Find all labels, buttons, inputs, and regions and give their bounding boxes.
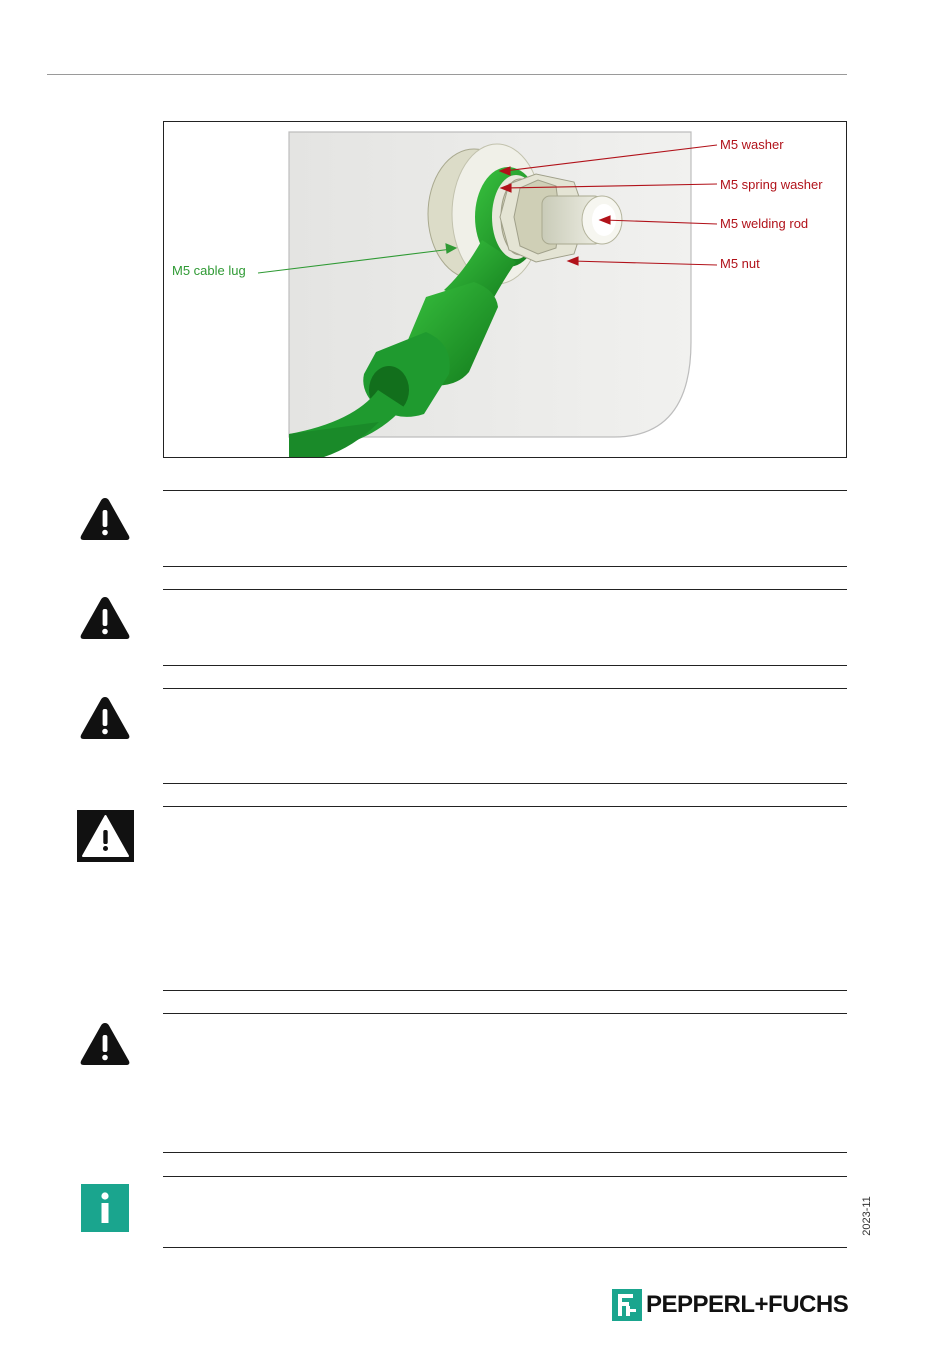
grounding-illustration: [164, 122, 846, 457]
notice-1-top-rule: [163, 490, 847, 491]
warning-triangle-icon: [79, 1020, 131, 1068]
warning-triangle-icon: [79, 694, 131, 742]
label-m5-washer: M5 washer: [720, 137, 784, 152]
side-date: 2023-11: [861, 1196, 873, 1236]
notice-3-top-rule: [163, 688, 847, 689]
notice-6-top-rule: [163, 1176, 847, 1177]
notice-5-top-rule: [163, 1013, 847, 1014]
notice-6-bottom-rule: [163, 1247, 847, 1248]
label-m5-nut: M5 nut: [720, 256, 760, 271]
notice-4-bottom-rule: [163, 990, 847, 991]
label-m5-spring-washer: M5 spring washer: [720, 177, 823, 192]
label-m5-cable-lug: M5 cable lug: [172, 263, 246, 278]
notice-4-top-rule: [163, 806, 847, 807]
notice-2-bottom-rule: [163, 665, 847, 666]
brand-name: PEPPERL+FUCHS: [646, 1291, 849, 1318]
brand-logo: [612, 1289, 848, 1321]
grounding-figure: [163, 121, 847, 458]
notice-5-bottom-rule: [163, 1152, 847, 1153]
label-m5-welding-rod: M5 welding rod: [720, 216, 809, 231]
notice-3-bottom-rule: [163, 783, 847, 784]
header-rule: [47, 74, 847, 75]
brand-mark-icon: [612, 1289, 642, 1321]
warning-triangle-icon: [79, 594, 131, 642]
caution-triangle-icon: [77, 810, 134, 862]
info-icon: [81, 1184, 129, 1232]
notice-2-top-rule: [163, 589, 847, 590]
warning-triangle-icon: [79, 495, 131, 543]
notice-1-bottom-rule: [163, 566, 847, 567]
